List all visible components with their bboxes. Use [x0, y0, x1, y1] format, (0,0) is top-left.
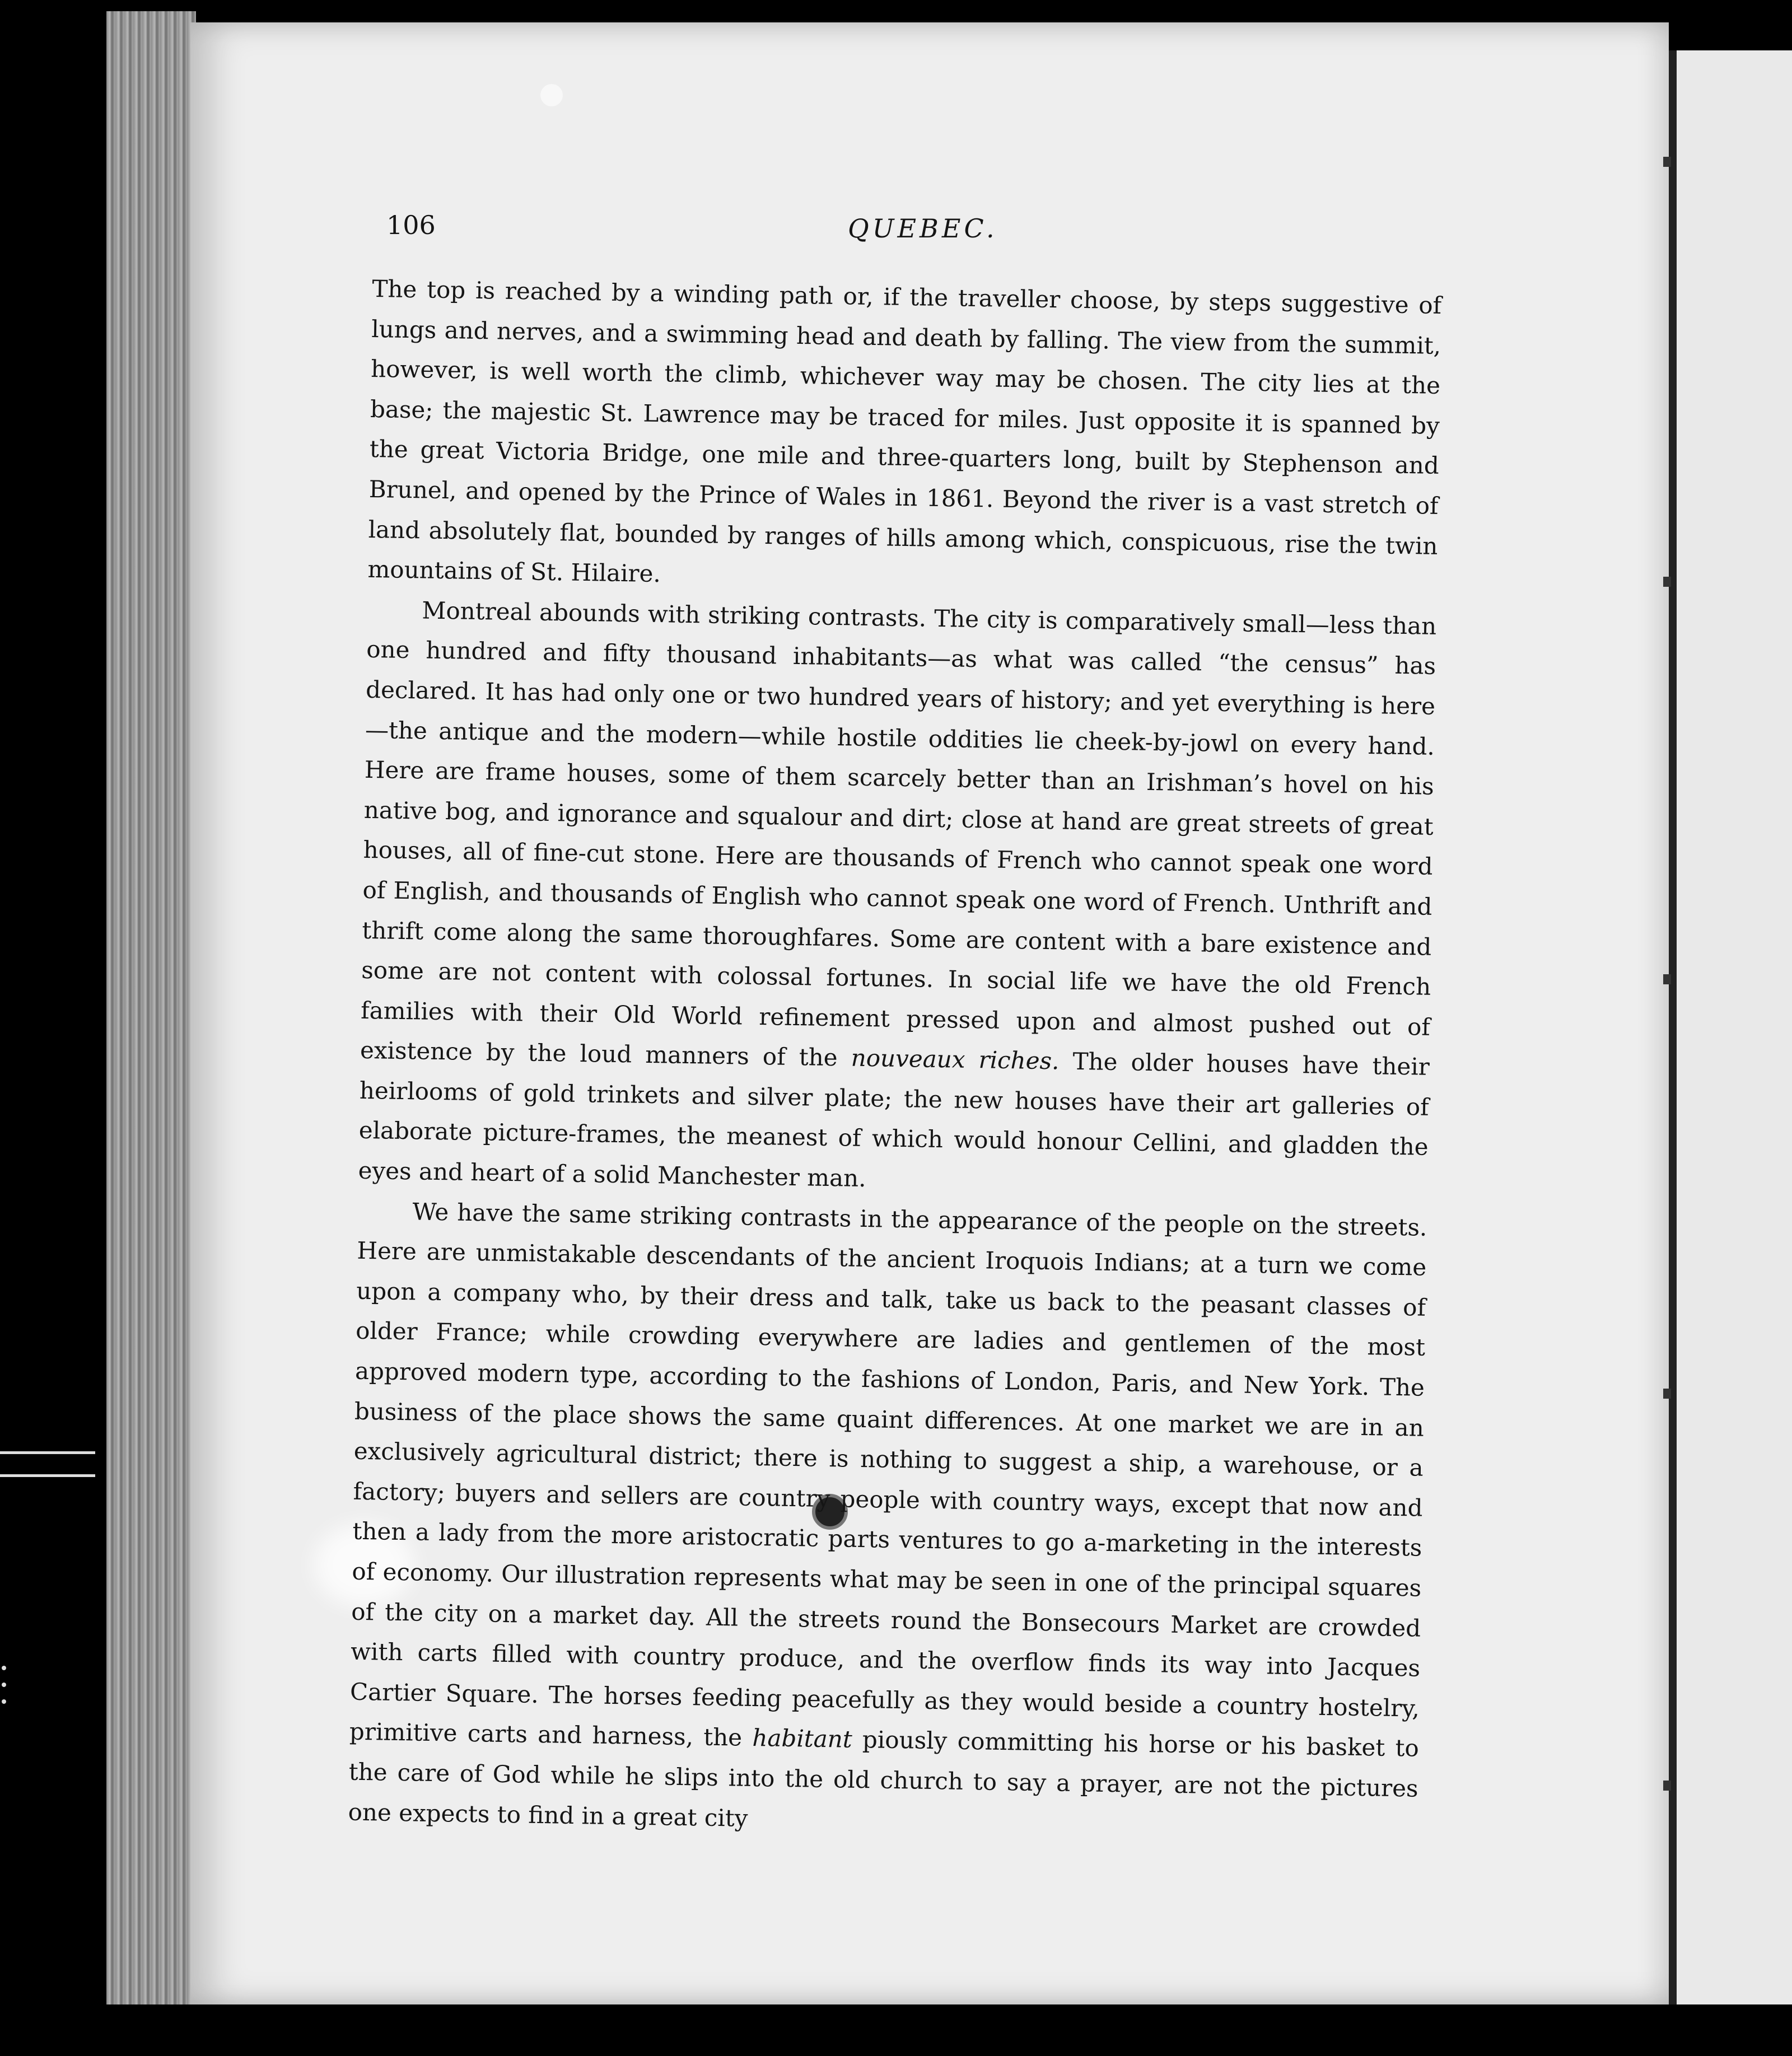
- scanner-clip-mark: [0, 1451, 95, 1477]
- facing-page-edge: [1669, 50, 1792, 2004]
- scanner-edge-dots: [0, 1666, 8, 1711]
- paragraph-people: [348, 1190, 1427, 1848]
- text-run: We have the same striking contrasts in the appearance of the people on the streets. Here are unmistakable descendants of the ancient Iroquois Indians; at a turn we come upon a company who, by their dress and talk, take us back to the peasant classes of older France; while crowding everywhere are ladies and gentlemen of the most approved modern type, according to the fashions of London, Paris, and New York. The business of the place shows the same quaint differences. At one market we are in an exclusively agricultural district; there is nothing to suggest a ship, a warehouse, or a factory; buyers and sellers are country people with country ways, except that now and then a lady from the more aristocratic parts ventures to go a-marketing in the interests of economy. Our illustration represents what may be seen in one of the principal squares of the city on a market day. All the streets round the Bonsecours Market are crowded with carts filled with country produce, and the overflow finds its way into Jacques Cartier Square. The horses feeding peacefully as they would beside a country hostelry, primitive carts and harness, the: [349, 1197, 1427, 1752]
- page-number: 106: [386, 210, 436, 240]
- italic-phrase: nouveaux riches.: [851, 1044, 1060, 1075]
- text-run: The top is reached by a winding path or, if the traveller choose, by steps suggestive of lungs and nerves, and a swimming head and death by falling. The view from the summit, however, is well worth the climb, whichever way may be chosen. The city lies at the base; the majestic St. Lawrence may be traced for miles. Just opposite it is spanned by the great Victoria Bridge, one mile and three-quarters long, built by Stephenson and Brunel, and opened by the Prince of Wales in 1861. Beyond the river is a vast stretch of land absolutely flat, bounded by ranges of hills among which, conspicuous, rise the twin mountains of St. Hilaire.: [367, 274, 1442, 588]
- page-edges: [106, 11, 196, 2004]
- text-run: Montreal abounds with striking contrasts. The city is comparatively small—less than one hundred and fifty thousand inhabitants—as what was called “the census” has declared. It has had only one or two hundred years of history; and yet everything is here—the antique and the modern—while hostile oddities lie cheek-by-jowl on every hand. Here are frame houses, some of them scarcely better than an Irishman’s hovel on his native bog, and ignorance and squalour and dirt; close at hand are great streets of great houses, all of fine-cut stone. Here are thousands of French who cannot speak one word of English, and thousands of English who cannot speak one word of French. Unthrift and thrift come along the same thoroughfares. Some are content with a bare existence and some are not content with colossal fortunes. In social life we have the old French families with their Old World refinement pressed upon and almost pushed out of existence by the loud manners of the: [360, 596, 1437, 1072]
- body-text: [348, 269, 1442, 1849]
- running-head: QUEBEC.: [848, 213, 998, 244]
- text-run: The older houses have their heirlooms of gold trinkets and silver plate; the new houses have their art galleries of elaborate picture-frames, the meanest of which would honour Cellini, and gladden the eyes and heart of a solid Manchester man.: [358, 1047, 1430, 1193]
- paragraph-continuation: [367, 269, 1442, 606]
- page-header: [386, 210, 1439, 249]
- paragraph-contrasts: [358, 590, 1437, 1208]
- facing-page-marks: [1663, 157, 1670, 1893]
- text-run: piously committing his horse or his basket to the care of God while he slips into the old church to say a prayer, are not the pictures one expects to find in a great city: [348, 1726, 1420, 1832]
- italic-phrase: habitant: [752, 1724, 853, 1754]
- paper-spot: [540, 84, 563, 106]
